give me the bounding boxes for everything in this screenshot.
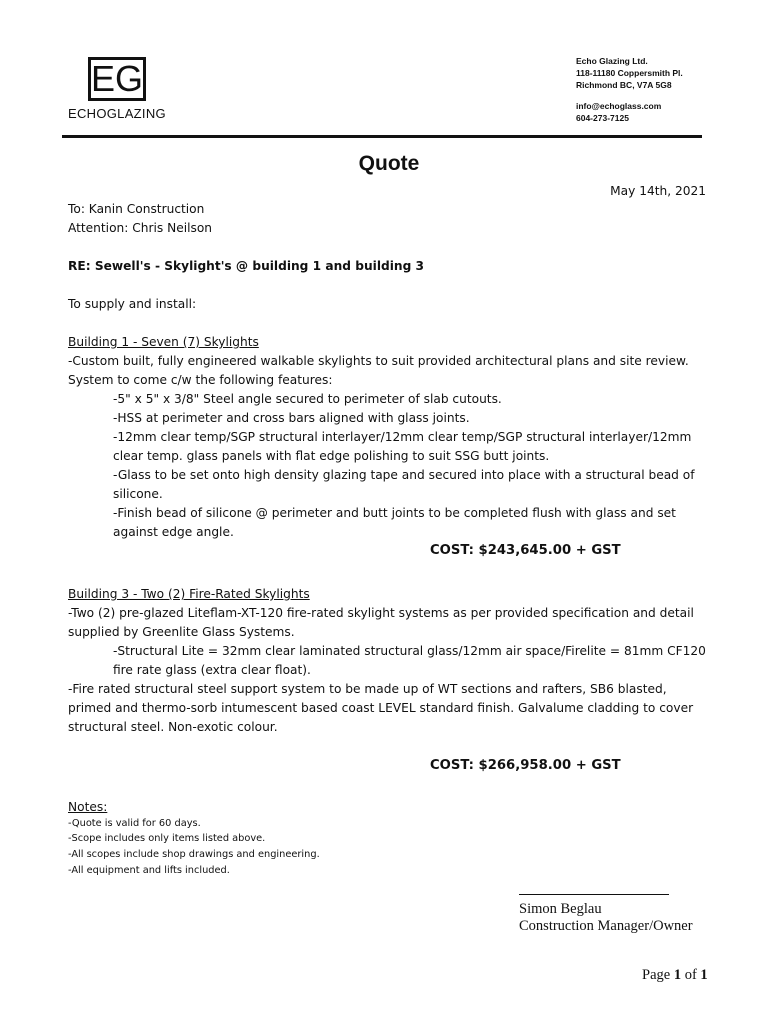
company-logo (88, 57, 146, 101)
logo-letters: EG (91, 58, 144, 99)
building1-feature-5b: against edge angle. (113, 525, 234, 539)
address-line-2: Richmond BC, V7A 5G8 (576, 80, 672, 90)
building3-heading: Building 3 - Two (2) Fire-Rated Skylights (68, 587, 310, 601)
header-rule (62, 135, 702, 138)
recipient-attention: Attention: Chris Neilson (68, 221, 213, 235)
building1-heading: Building 1 - Seven (7) Skylights (68, 335, 259, 349)
company-email: info@echoglass.com (576, 101, 662, 111)
quote-date: May 14th, 2021 (610, 184, 706, 198)
document-title: Quote (358, 152, 420, 175)
building3-line-4: primed and thermo-sorb intumescent based coast LEVEL standard finish. Galvalume cladding to cover (68, 701, 694, 715)
signer-role: Construction Manager/Owner (519, 918, 693, 934)
notes-heading: Notes: (68, 800, 108, 814)
building3-cost: COST: $266,958.00 + GST (430, 758, 621, 773)
building3-line-3: -Fire rated structural steel support system to be made up of WT sections and rafters, SB6 blasted, (68, 682, 667, 696)
building3-line-5: structural steel. Non-exotic colour. (68, 720, 278, 734)
page-number (642, 966, 708, 985)
note-item: -All equipment and lifts included. (68, 865, 230, 876)
building3-sub-1b: fire rate glass (extra clear float). (113, 663, 311, 677)
company-name: Echo Glazing Ltd. (576, 56, 648, 66)
page-prefix: Page (642, 967, 674, 983)
building3-sub-1a: -Structural Lite = 32mm clear laminated structural glass/12mm air space/Firelite = 81mm CF120 (113, 644, 706, 658)
company-contact-block (576, 100, 661, 124)
page-of: of (681, 967, 701, 983)
building3-line-1: -Two (2) pre-glazed Liteflam-XT-120 fire-rated skylight systems as per provided specification and detail (68, 606, 694, 620)
building1-feature-4a: -Glass to be set onto high density glazing tape and secured into place with a structural bead of (113, 468, 695, 482)
company-phone: 604-273-7125 (576, 113, 629, 123)
building1-feature-3b: clear temp. glass panels with flat edge polishing to suit SSG butt joints. (113, 449, 550, 463)
intro-text: To supply and install: (68, 297, 197, 311)
note-item: -Scope includes only items listed above. (68, 833, 266, 844)
page-current: 1 (673, 967, 682, 983)
building1-feature-2: -HSS at perimeter and cross bars aligned with glass joints. (113, 411, 470, 425)
logo-wordmark: ECHOGLAZING (68, 106, 166, 121)
address-line-1: 118-11180 Coppersmith Pl. (576, 68, 683, 78)
building1-feature-3a: -12mm clear temp/SGP structural interlayer/12mm clear temp/SGP structural interlayer/12mm (113, 430, 692, 444)
building1-feature-5a: -Finish bead of silicone @ perimeter and butt joints to be completed flush with glass and set (113, 506, 676, 520)
building3-line-2: supplied by Greenlite Glass Systems. (68, 625, 295, 639)
building1-cost: COST: $243,645.00 + GST (430, 543, 621, 558)
subject-line: RE: Sewell's - Skylight's @ building 1 and building 3 (68, 259, 425, 273)
building1-line-2: System to come c/w the following features: (68, 373, 333, 387)
building1-line-1: -Custom built, fully engineered walkable skylights to suit provided architectural plans and site review. (68, 354, 689, 368)
building1-feature-4b: silicone. (113, 487, 163, 501)
building1-feature-1: -5" x 5" x 3/8" Steel angle secured to perimeter of slab cutouts. (113, 392, 502, 406)
signature-line (519, 894, 669, 895)
note-item: -Quote is valid for 60 days. (68, 818, 201, 829)
signer-name: Simon Beglau (519, 901, 602, 917)
page-total: 1 (700, 967, 708, 983)
recipient-to: To: Kanin Construction (68, 202, 205, 216)
note-item: -All scopes include shop drawings and engineering. (68, 849, 320, 860)
company-address-block (576, 55, 683, 91)
